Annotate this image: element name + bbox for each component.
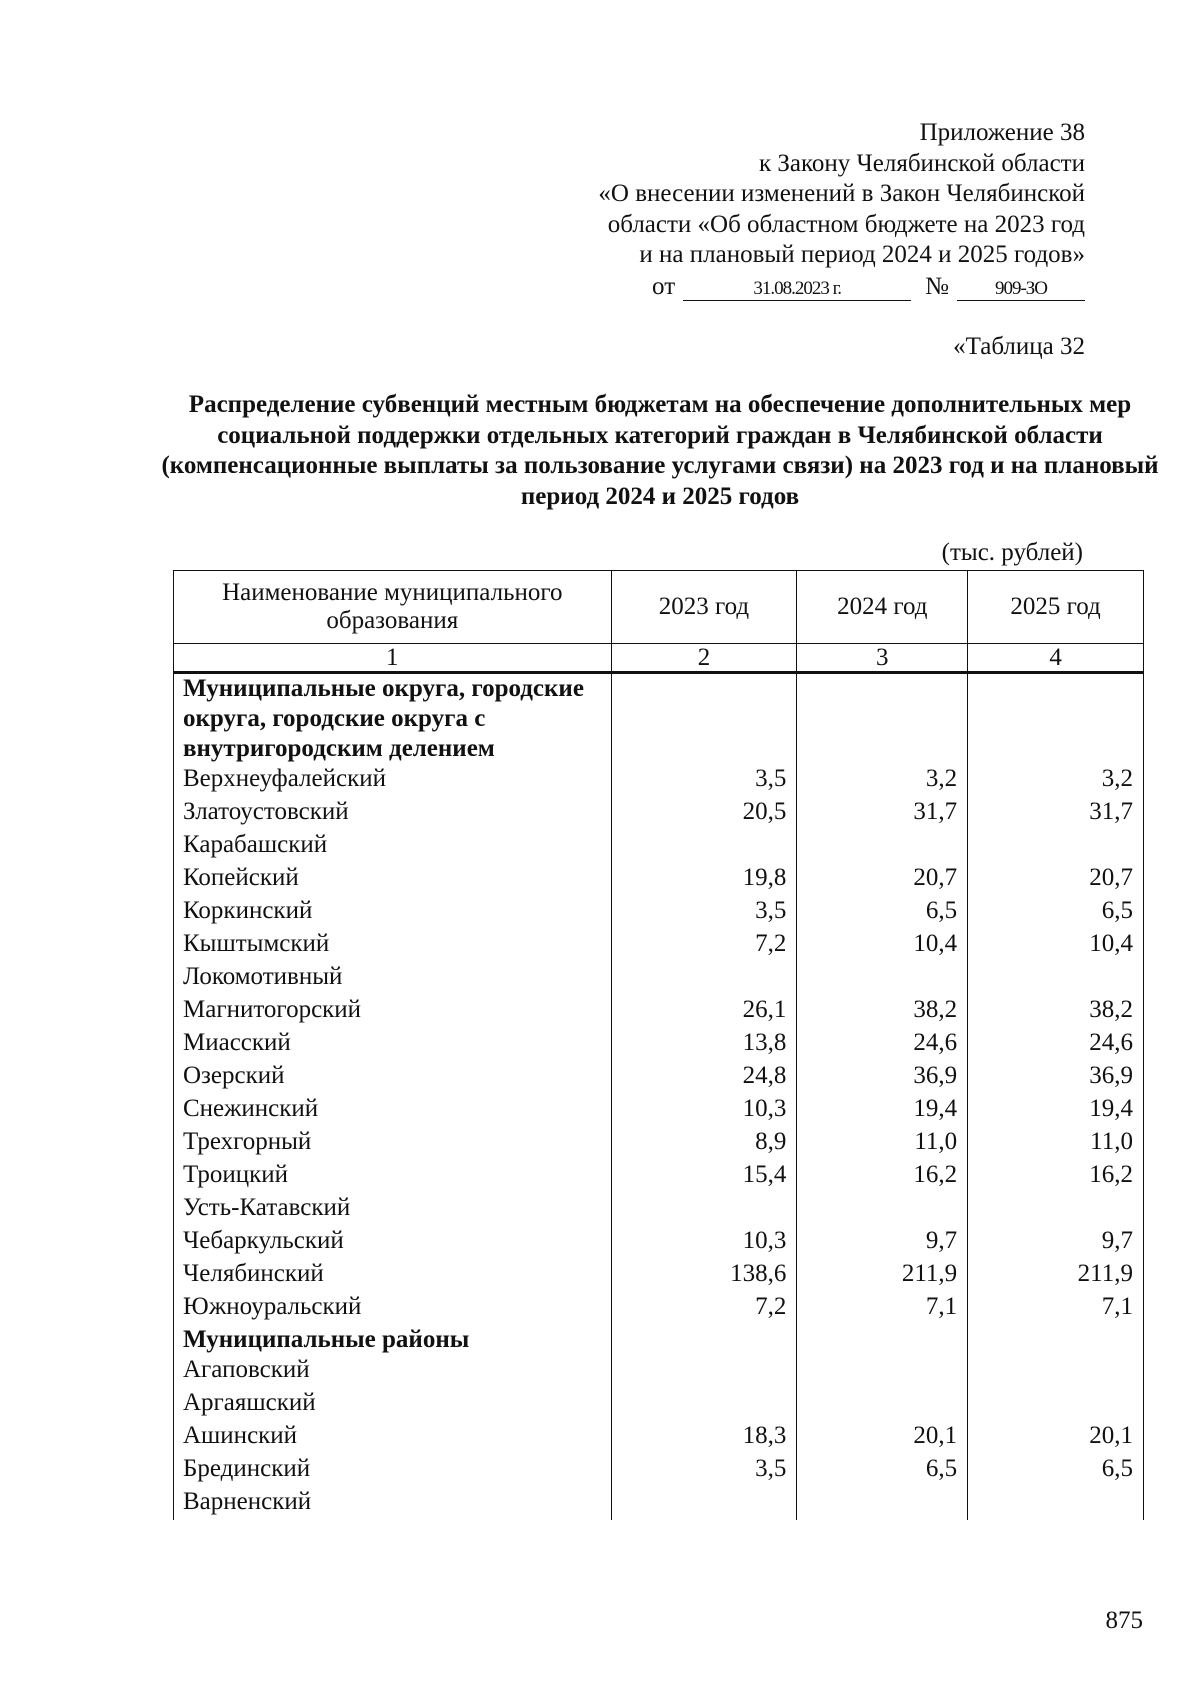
header-2025: 2025 год xyxy=(968,571,1144,644)
header-line-3: «О внесении изменений в Закон Челябинской xyxy=(598,180,1085,207)
value-2025 xyxy=(968,962,1144,995)
value-2023 xyxy=(611,830,797,863)
date-prefix: от xyxy=(652,272,676,300)
value-2023: 18,3 xyxy=(611,1421,797,1454)
value-2025: 6,5 xyxy=(968,896,1144,929)
municipality-name: Южноуральский xyxy=(174,1292,612,1325)
value-2024 xyxy=(797,1193,968,1226)
table-row xyxy=(174,995,1144,1028)
value-2025: 7,1 xyxy=(968,1292,1144,1325)
value-2025 xyxy=(968,830,1144,863)
municipality-name: Миасский xyxy=(174,1028,612,1061)
value-2024 xyxy=(797,1388,968,1421)
section-name: Муниципальные округа, городские округа, городские округа с внутригородским делением xyxy=(174,673,612,765)
table-row xyxy=(174,929,1144,962)
value-2025 xyxy=(968,1388,1144,1421)
table-row xyxy=(174,1421,1144,1454)
value-2023: 8,9 xyxy=(611,1127,797,1160)
municipality-name: Аргаяшский xyxy=(174,1388,612,1421)
col-number-1: 1 xyxy=(174,644,612,673)
value-2025: 10,4 xyxy=(968,929,1144,962)
value-2023: 26,1 xyxy=(611,995,797,1028)
value-2023 xyxy=(611,1193,797,1226)
value-2024 xyxy=(797,1325,968,1355)
municipality-name: Карабашский xyxy=(174,830,612,863)
table-row xyxy=(174,1454,1144,1487)
municipality-name: Озерский xyxy=(174,1061,612,1094)
header-line-4: области «Об областном бюджете на 2023 год xyxy=(607,210,1085,238)
municipality-name: Агаповский xyxy=(174,1355,612,1388)
value-2025: 20,1 xyxy=(968,1421,1144,1454)
law-date-number xyxy=(598,272,1085,303)
municipality-name: Копейский xyxy=(174,863,612,896)
municipality-name: Усть-Катавский xyxy=(174,1193,612,1226)
value-2025 xyxy=(968,1487,1144,1520)
law-number: 909-ЗО xyxy=(957,278,1085,301)
value-2025 xyxy=(968,1355,1144,1388)
value-2023: 138,6 xyxy=(611,1259,797,1292)
municipality-name: Варненский xyxy=(174,1487,612,1520)
subvention-table xyxy=(173,570,1144,1520)
value-2024: 6,5 xyxy=(797,1454,968,1487)
table-body xyxy=(174,673,1144,1521)
header-line-5: и на плановый период 2024 и 2025 годов» xyxy=(639,241,1085,268)
value-2024: 31,7 xyxy=(797,797,968,830)
value-2025 xyxy=(968,1193,1144,1226)
value-2023 xyxy=(611,673,797,765)
value-2024 xyxy=(797,962,968,995)
value-2025: 31,7 xyxy=(968,797,1144,830)
municipality-name: Локомотивный xyxy=(174,962,612,995)
table-reference: «Таблица 32 xyxy=(953,333,1085,360)
value-2025: 11,0 xyxy=(968,1127,1144,1160)
value-2025: 20,7 xyxy=(968,863,1144,896)
value-2024: 38,2 xyxy=(797,995,968,1028)
municipality-name: Снежинский xyxy=(174,1094,612,1127)
value-2024: 6,5 xyxy=(797,896,968,929)
document-title: Распределение субвенций местным бюджетам на обеспечение дополнительных мер социальной поддержки отдельных категорий граждан в Челябинской области (компенсационные выплаты за пользование услугами связи) на 2023 год и на плановый период 2024 и 2025 годов xyxy=(161,391,1159,510)
municipality-name: Магнитогорский xyxy=(174,995,612,1028)
law-date: 31.08.2023 г. xyxy=(683,278,911,301)
value-2024 xyxy=(797,1355,968,1388)
value-2025: 38,2 xyxy=(968,995,1144,1028)
value-2024: 20,7 xyxy=(797,863,968,896)
value-2025: 6,5 xyxy=(968,1454,1144,1487)
value-2023: 7,2 xyxy=(611,1292,797,1325)
header-line-1: Приложение 38 xyxy=(919,119,1085,146)
value-2023: 24,8 xyxy=(611,1061,797,1094)
header-2023: 2023 год xyxy=(611,571,797,644)
value-2023 xyxy=(611,1388,797,1421)
table-row xyxy=(174,1193,1144,1226)
value-2024: 9,7 xyxy=(797,1226,968,1259)
value-2025: 36,9 xyxy=(968,1061,1144,1094)
table-row xyxy=(174,830,1144,863)
municipality-name: Кыштымский xyxy=(174,929,612,962)
value-2025: 211,9 xyxy=(968,1259,1144,1292)
value-2023: 13,8 xyxy=(611,1028,797,1061)
value-2025 xyxy=(968,673,1144,765)
value-2023: 7,2 xyxy=(611,929,797,962)
value-2025: 19,4 xyxy=(968,1094,1144,1127)
value-2023: 10,3 xyxy=(611,1094,797,1127)
municipality-name: Брединский xyxy=(174,1454,612,1487)
municipality-name: Коркинский xyxy=(174,896,612,929)
table-row xyxy=(174,797,1144,830)
header-2024: 2024 год xyxy=(797,571,968,644)
value-2023: 10,3 xyxy=(611,1226,797,1259)
value-2023 xyxy=(611,1325,797,1355)
value-2024 xyxy=(797,830,968,863)
table-row xyxy=(174,1226,1144,1259)
value-2025: 16,2 xyxy=(968,1160,1144,1193)
section-row xyxy=(174,1325,1144,1355)
table-row xyxy=(174,1127,1144,1160)
value-2023: 15,4 xyxy=(611,1160,797,1193)
value-2024 xyxy=(797,673,968,765)
value-2023: 20,5 xyxy=(611,797,797,830)
municipality-name: Трехгорный xyxy=(174,1127,612,1160)
appendix-header xyxy=(598,118,1085,302)
value-2024: 36,9 xyxy=(797,1061,968,1094)
table-row xyxy=(174,962,1144,995)
table-row xyxy=(174,1259,1144,1292)
municipality-name: Челябинский xyxy=(174,1259,612,1292)
value-2025: 3,2 xyxy=(968,764,1144,797)
table-row xyxy=(174,1388,1144,1421)
value-2024: 11,0 xyxy=(797,1127,968,1160)
section-name: Муниципальные районы xyxy=(174,1325,612,1355)
number-sign: № xyxy=(925,272,949,300)
value-2024: 19,4 xyxy=(797,1094,968,1127)
units-label: (тыс. рублей) xyxy=(941,539,1083,566)
municipality-name: Троицкий xyxy=(174,1160,612,1193)
value-2023 xyxy=(611,962,797,995)
col-number-3: 3 xyxy=(797,644,968,673)
value-2023: 3,5 xyxy=(611,896,797,929)
table-header-row xyxy=(174,571,1144,644)
value-2025: 9,7 xyxy=(968,1226,1144,1259)
value-2023: 3,5 xyxy=(611,1454,797,1487)
column-number-row xyxy=(174,644,1144,673)
value-2023 xyxy=(611,1355,797,1388)
table-row xyxy=(174,863,1144,896)
value-2023 xyxy=(611,1487,797,1520)
municipality-name: Чебаркульский xyxy=(174,1226,612,1259)
value-2025: 24,6 xyxy=(968,1028,1144,1061)
table-row xyxy=(174,1094,1144,1127)
col-number-4: 4 xyxy=(968,644,1144,673)
value-2024: 3,2 xyxy=(797,764,968,797)
value-2024: 16,2 xyxy=(797,1160,968,1193)
table-row xyxy=(174,764,1144,797)
value-2024: 7,1 xyxy=(797,1292,968,1325)
header-line-2: к Закону Челябинской области xyxy=(759,149,1085,177)
section-row xyxy=(174,673,1144,765)
value-2025 xyxy=(968,1325,1144,1355)
col-number-2: 2 xyxy=(611,644,797,673)
value-2023: 3,5 xyxy=(611,764,797,797)
table-row xyxy=(174,1061,1144,1094)
value-2024: 20,1 xyxy=(797,1421,968,1454)
table-row xyxy=(174,1028,1144,1061)
municipality-name: Верхнеуфалейский xyxy=(174,764,612,797)
value-2023: 19,8 xyxy=(611,863,797,896)
value-2024 xyxy=(797,1487,968,1520)
value-2024: 10,4 xyxy=(797,929,968,962)
page-number: 875 xyxy=(1105,1607,1143,1634)
municipality-name: Златоустовский xyxy=(174,797,612,830)
value-2024: 24,6 xyxy=(797,1028,968,1061)
table-row xyxy=(174,1292,1144,1325)
header-municipality: Наименование муниципального образования xyxy=(174,571,612,644)
value-2024: 211,9 xyxy=(797,1259,968,1292)
table-row xyxy=(174,896,1144,929)
table-row xyxy=(174,1487,1144,1520)
municipality-name: Ашинский xyxy=(174,1421,612,1454)
table-row xyxy=(174,1355,1144,1388)
table-row xyxy=(174,1160,1144,1193)
